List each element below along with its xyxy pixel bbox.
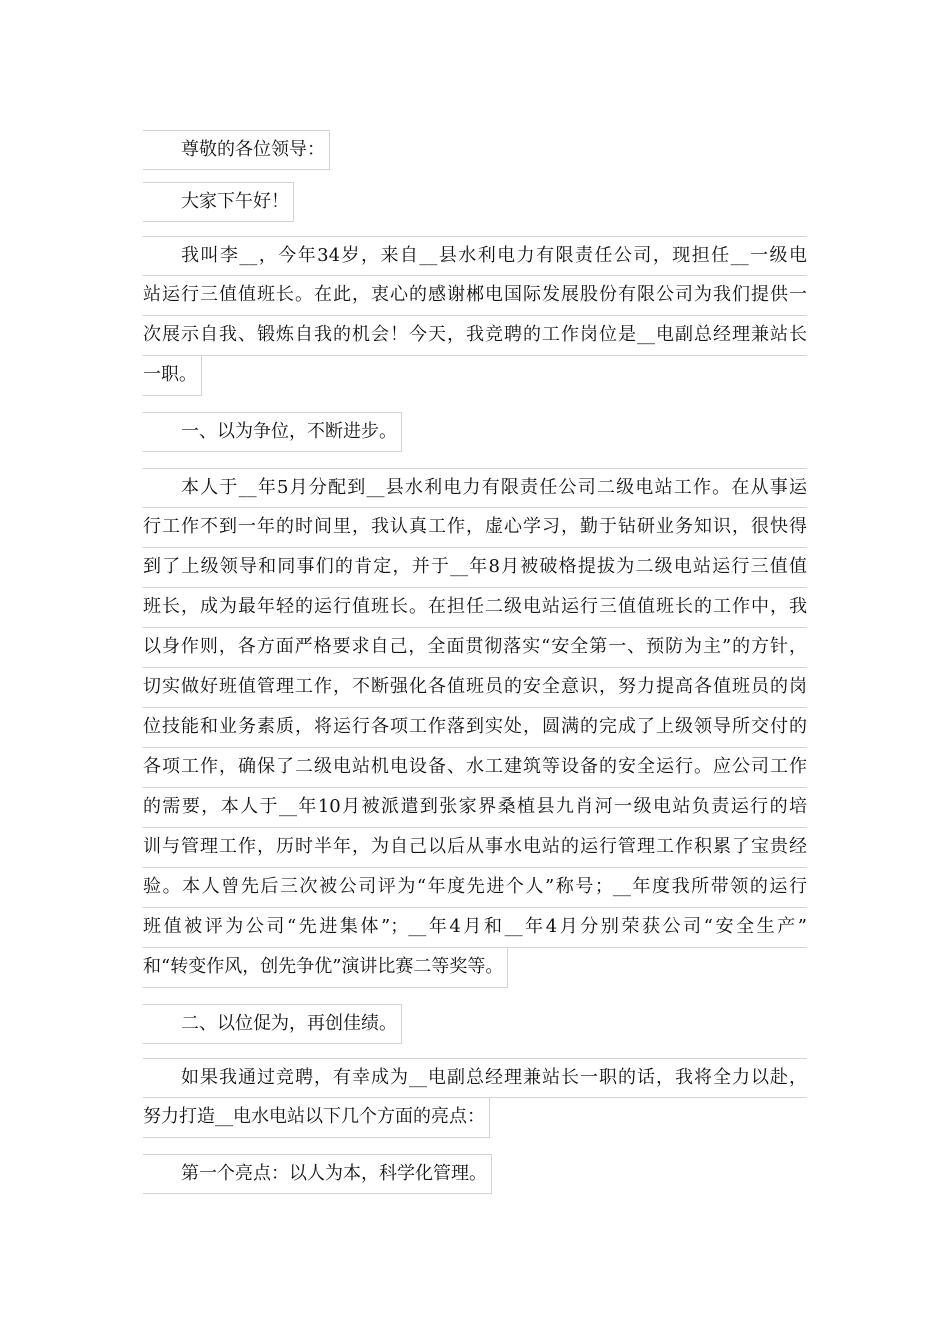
section1-heading: 一、以为争位，不断进步。 xyxy=(143,412,402,452)
section1-line: 班长，成为最年轻的运行值班长。在担任二级电站运行三值值班长的工作中，我 xyxy=(143,588,807,628)
section2-heading: 二、以位促为，再创佳绩。 xyxy=(143,1004,402,1044)
salutation-paragraph xyxy=(143,130,807,174)
intro-line: 我叫李__，今年34岁，来自__县水利电力有限责任公司，现担任__一级电 xyxy=(143,236,807,276)
section1-body-paragraph xyxy=(143,468,807,992)
intro-line: 站运行三值值班长。在此，衷心的感谢郴电国际发展股份有限公司为我们提供一 xyxy=(143,276,807,316)
greeting-paragraph xyxy=(143,182,807,226)
section1-line: 到了上级领导和同事们的肯定，并于__年8月被破格提拔为二级电站运行三值值 xyxy=(143,548,807,588)
intro-line: 一职。 xyxy=(143,356,202,396)
section1-line: 训与管理工作，历时半年，为自己以后从事水电站的运行管理工作积累了宝贵经 xyxy=(143,828,807,868)
section2-body-paragraph xyxy=(143,1058,807,1142)
section1-heading-paragraph xyxy=(143,412,807,456)
highlight1-text: 第一个亮点：以人为本，科学化管理。 xyxy=(143,1154,492,1194)
salutation-text: 尊敬的各位领导： xyxy=(143,130,330,170)
intro-line: 次展示自我、锻炼自我的机会！今天，我竞聘的工作岗位是__电副总经理兼站长 xyxy=(143,316,807,356)
highlight1-paragraph xyxy=(143,1154,807,1198)
intro-paragraph xyxy=(143,236,807,400)
section2-line: 努力打造__电水电站以下几个方面的亮点： xyxy=(143,1098,490,1138)
section1-line: 本人于__年5月分配到__县水利电力有限责任公司二级电站工作。在从事运 xyxy=(143,468,807,508)
section2-heading-paragraph xyxy=(143,1004,807,1048)
section1-line: 班值被评为公司“先进集体”；__年4月和__年4月分别荣获公司“安全生产” xyxy=(143,908,807,948)
section1-line: 以身作则，各方面严格要求自己，全面贯彻落实“安全第一、预防为主”的方针， xyxy=(143,628,807,668)
section1-line: 位技能和业务素质，将运行各项工作落到实处，圆满的完成了上级领导所交付的 xyxy=(143,708,807,748)
section1-line: 行工作不到一年的时间里，我认真工作，虚心学习，勤于钻研业务知识，很快得 xyxy=(143,508,807,548)
greeting-text: 大家下午好！ xyxy=(143,182,294,222)
section1-line: 各项工作，确保了二级电站机电设备、水工建筑等设备的安全运行。应公司工作 xyxy=(143,748,807,788)
section2-line: 如果我通过竞聘，有幸成为__电副总经理兼站长一职的话，我将全力以赴， xyxy=(143,1058,807,1098)
section1-line: 切实做好班值管理工作，不断强化各值班员的安全意识，努力提高各值班员的岗 xyxy=(143,668,807,708)
section1-line: 和“转变作风，创先争优”演讲比赛二等奖等。 xyxy=(143,948,508,988)
section1-line: 验。本人曾先后三次被公司评为“年度先进个人”称号；__年度我所带领的运行 xyxy=(143,868,807,908)
section1-line: 的需要，本人于__年10月被派遣到张家界桑植县九肖河一级电站负责运行的培 xyxy=(143,788,807,828)
